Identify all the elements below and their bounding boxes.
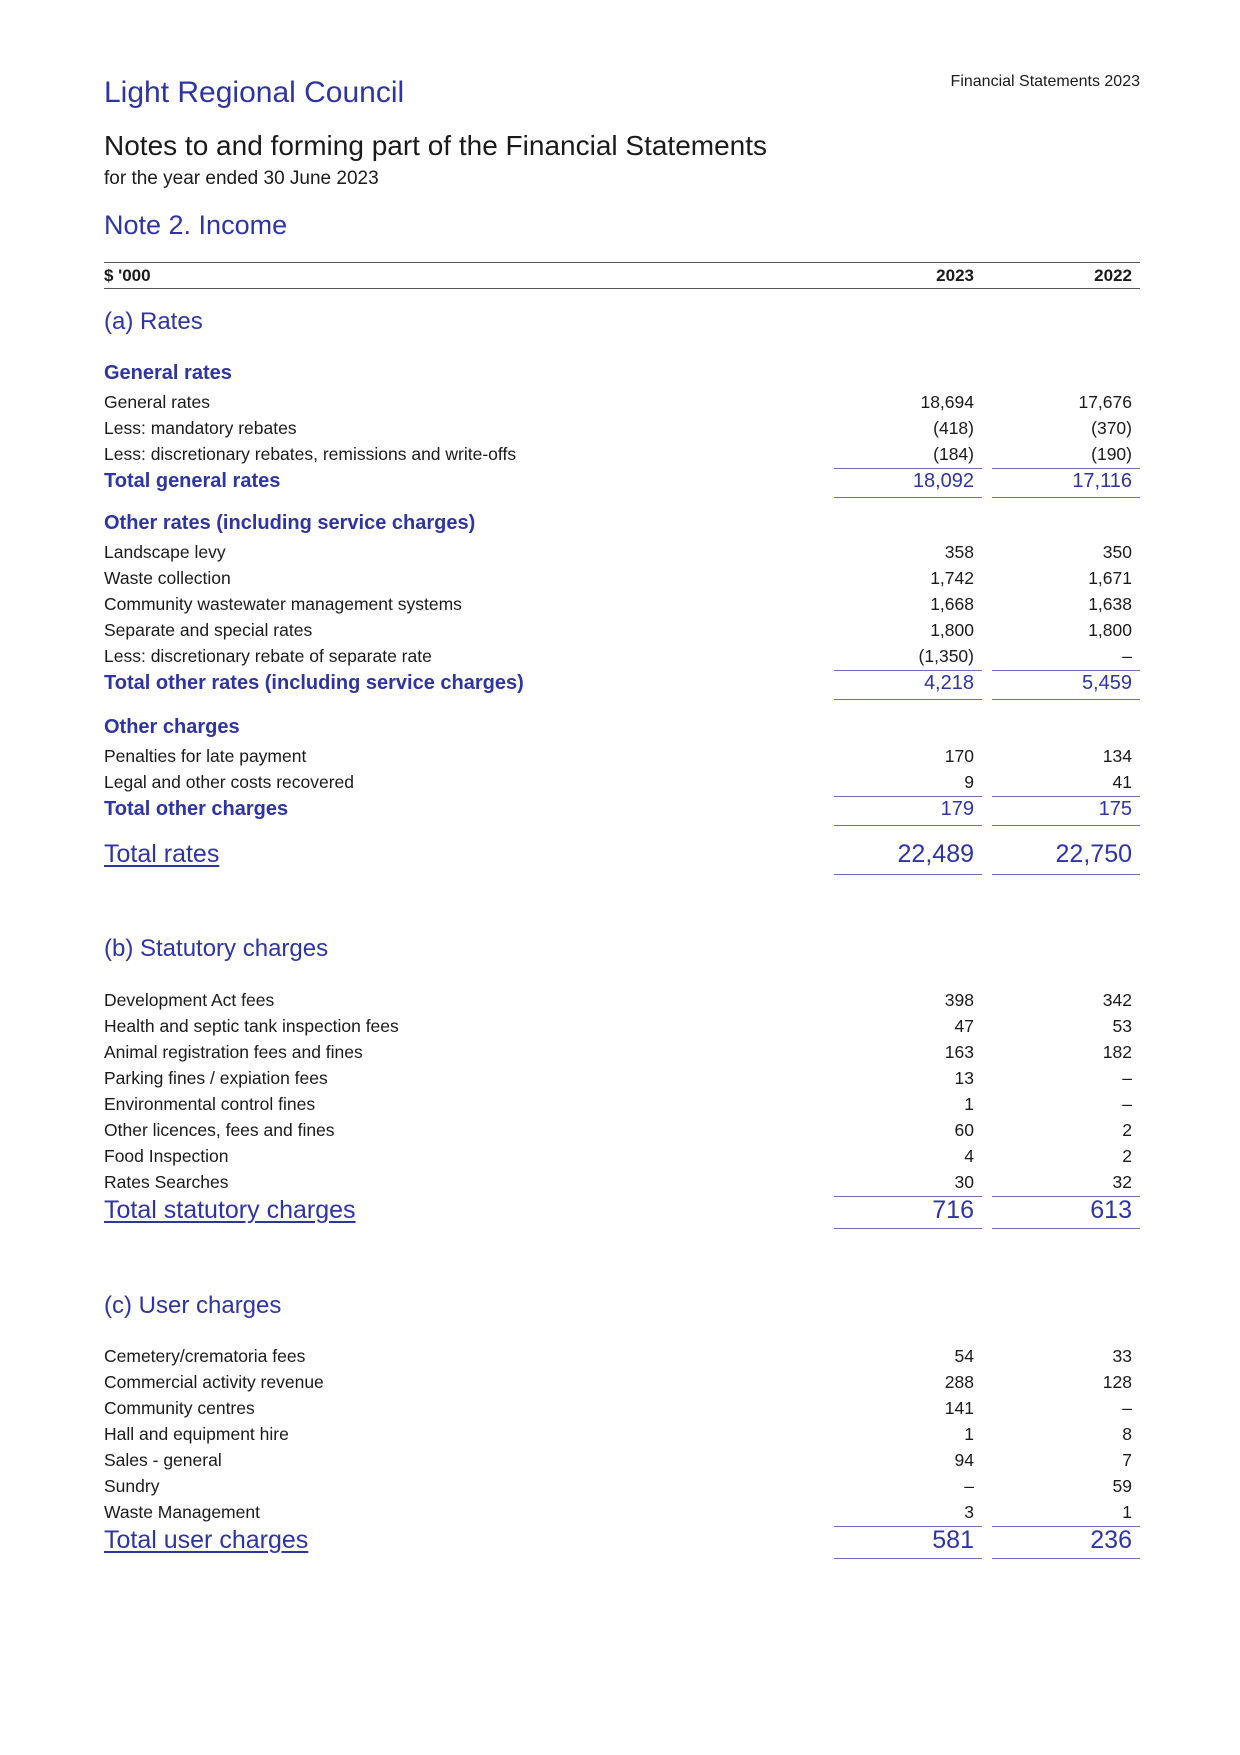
value-2022: – bbox=[1122, 1068, 1132, 1088]
table-row bbox=[104, 746, 1140, 770]
row-label: Development Act fees bbox=[104, 990, 275, 1010]
unit-label: $ '000 bbox=[104, 266, 151, 285]
value-2022: 2 bbox=[1122, 1146, 1132, 1166]
row-label: Sundry bbox=[104, 1476, 160, 1496]
value-2023: 141 bbox=[944, 1398, 974, 1418]
subtotal-rule bbox=[992, 796, 1140, 797]
total-rule bbox=[834, 699, 982, 700]
section-title-statutory: (b) Statutory charges bbox=[104, 935, 329, 962]
section-title-rates: (a) Rates bbox=[104, 308, 203, 335]
value-2023: 9 bbox=[964, 772, 974, 792]
grand-total-rule bbox=[992, 1558, 1140, 1559]
value-2022: (190) bbox=[1091, 444, 1132, 464]
value-2023: 54 bbox=[954, 1346, 974, 1366]
total-2023: 716 bbox=[932, 1196, 974, 1224]
row-label: Waste collection bbox=[104, 568, 231, 588]
value-2022: 182 bbox=[1102, 1042, 1132, 1062]
total-label: Total user charges bbox=[104, 1526, 309, 1554]
header-rule-top bbox=[104, 262, 1140, 263]
total-2022: 175 bbox=[1098, 798, 1132, 820]
subtotal-rule bbox=[834, 670, 982, 671]
value-2023: 13 bbox=[954, 1068, 974, 1088]
subtotal-rule bbox=[834, 796, 982, 797]
value-2022: 350 bbox=[1102, 542, 1132, 562]
row-label: Other licences, fees and fines bbox=[104, 1120, 335, 1140]
row-label: Less: discretionary rebate of separate rate bbox=[104, 646, 432, 666]
value-2023: 30 bbox=[954, 1172, 974, 1192]
value-2022: 1,800 bbox=[1088, 620, 1132, 640]
subtotal-rule bbox=[834, 468, 982, 469]
row-label: Food Inspection bbox=[104, 1146, 229, 1166]
total-rule bbox=[992, 497, 1140, 498]
total-2023: 18,092 bbox=[912, 470, 974, 492]
table-row bbox=[104, 392, 1140, 416]
row-label: Less: discretionary rebates, remissions and write-offs bbox=[104, 444, 517, 464]
total-row-other-charges bbox=[104, 798, 1140, 822]
value-2023: 398 bbox=[944, 990, 974, 1010]
table-row bbox=[104, 1502, 1140, 1526]
total-2022: 5,459 bbox=[1081, 672, 1132, 694]
value-2023: 1 bbox=[964, 1094, 974, 1114]
value-2022: 59 bbox=[1112, 1476, 1132, 1496]
table-row bbox=[104, 1172, 1140, 1196]
value-2022: 53 bbox=[1112, 1016, 1132, 1036]
total-label: Total other charges bbox=[104, 798, 289, 820]
row-label: Sales - general bbox=[104, 1450, 222, 1470]
row-label: Environmental control fines bbox=[104, 1094, 316, 1114]
total-row-other-rates bbox=[104, 672, 1140, 696]
value-2022: 1 bbox=[1122, 1502, 1132, 1522]
row-label: Commercial activity revenue bbox=[104, 1372, 324, 1392]
table-row bbox=[104, 1146, 1140, 1170]
table-row bbox=[104, 444, 1140, 468]
table-row bbox=[104, 568, 1140, 592]
value-2023: 358 bbox=[944, 542, 974, 562]
row-label: Less: mandatory rebates bbox=[104, 418, 297, 438]
page-subtitle: for the year ended 30 June 2023 bbox=[104, 168, 379, 189]
subtotal-rule bbox=[992, 670, 1140, 671]
total-rule bbox=[992, 825, 1140, 826]
group-heading-other-charges: Other charges bbox=[104, 716, 240, 738]
table-row bbox=[104, 990, 1140, 1014]
grand-total-rule bbox=[834, 874, 982, 875]
table-row bbox=[104, 1094, 1140, 1118]
value-2023: 1 bbox=[964, 1424, 974, 1444]
note-title: Note 2. Income bbox=[104, 210, 288, 240]
table-row bbox=[104, 1476, 1140, 1500]
table-row bbox=[104, 542, 1140, 566]
value-2023: 3 bbox=[964, 1502, 974, 1522]
row-label: Legal and other costs recovered bbox=[104, 772, 355, 792]
value-2022: 41 bbox=[1112, 772, 1132, 792]
value-2022: 32 bbox=[1112, 1172, 1132, 1192]
row-label: Penalties for late payment bbox=[104, 746, 307, 766]
row-label: Community wastewater management systems bbox=[104, 594, 462, 614]
total-2023: 581 bbox=[932, 1526, 974, 1554]
table-row bbox=[104, 772, 1140, 796]
table-row bbox=[104, 1042, 1140, 1066]
table-row bbox=[104, 1424, 1140, 1448]
total-label: Total general rates bbox=[104, 470, 281, 492]
total-2023: 179 bbox=[940, 798, 974, 820]
value-2022: 1,638 bbox=[1088, 594, 1132, 614]
value-2023: 170 bbox=[944, 746, 974, 766]
value-2022: 2 bbox=[1122, 1120, 1132, 1140]
value-2022: 33 bbox=[1112, 1346, 1132, 1366]
total-label: Total other rates (including service charges) bbox=[104, 672, 524, 694]
table-row bbox=[104, 418, 1140, 442]
row-label: Community centres bbox=[104, 1398, 255, 1418]
statement-label: Financial Statements 2023 bbox=[950, 73, 1140, 90]
total-rule bbox=[992, 699, 1140, 700]
table-row bbox=[104, 1068, 1140, 1092]
total-row-rates bbox=[104, 840, 1140, 872]
grand-total-rule bbox=[992, 1228, 1140, 1229]
value-2023: 1,742 bbox=[930, 568, 974, 588]
total-row-statutory bbox=[104, 1196, 1140, 1228]
value-2023: (184) bbox=[933, 444, 974, 464]
total-2022: 17,116 bbox=[1072, 470, 1132, 492]
row-label: Hall and equipment hire bbox=[104, 1424, 289, 1444]
total-2022: 22,750 bbox=[1055, 840, 1132, 868]
value-2022: – bbox=[1122, 1094, 1132, 1114]
row-label: Parking fines / expiation fees bbox=[104, 1068, 328, 1088]
table-row bbox=[104, 1346, 1140, 1370]
year-2023-header: 2023 bbox=[936, 266, 974, 285]
value-2022: 342 bbox=[1102, 990, 1132, 1010]
total-row-general-rates bbox=[104, 470, 1140, 494]
value-2023: 163 bbox=[944, 1042, 974, 1062]
total-row-user bbox=[104, 1526, 1140, 1558]
row-label: Health and septic tank inspection fees bbox=[104, 1016, 399, 1036]
total-label: Total rates bbox=[104, 840, 220, 868]
total-rule bbox=[834, 497, 982, 498]
row-label: Cemetery/crematoria fees bbox=[104, 1346, 306, 1366]
value-2023: 47 bbox=[954, 1016, 974, 1036]
value-2022: 1,671 bbox=[1088, 568, 1132, 588]
grand-total-rule bbox=[992, 874, 1140, 875]
row-label: Rates Searches bbox=[104, 1172, 229, 1192]
total-2022: 236 bbox=[1090, 1526, 1132, 1554]
council-name: Light Regional Council bbox=[104, 76, 405, 109]
value-2023: 4 bbox=[964, 1146, 974, 1166]
table-row bbox=[104, 646, 1140, 670]
page-title: Notes to and forming part of the Financial Statements bbox=[104, 130, 768, 161]
subtotal-rule bbox=[992, 468, 1140, 469]
table-row bbox=[104, 1372, 1140, 1396]
total-2023: 4,218 bbox=[923, 672, 974, 694]
grand-total-rule bbox=[834, 1558, 982, 1559]
table-row bbox=[104, 594, 1140, 618]
value-2023: 1,800 bbox=[930, 620, 974, 640]
section-title-user: (c) User charges bbox=[104, 1292, 282, 1319]
table-row bbox=[104, 620, 1140, 644]
grand-total-rule bbox=[834, 1228, 982, 1229]
value-2023: (1,350) bbox=[918, 646, 974, 666]
row-label: Animal registration fees and fines bbox=[104, 1042, 363, 1062]
value-2022: 7 bbox=[1122, 1450, 1132, 1470]
total-2022: 613 bbox=[1090, 1196, 1132, 1224]
value-2022: (370) bbox=[1091, 418, 1132, 438]
year-2022-header: 2022 bbox=[1094, 266, 1132, 285]
table-row bbox=[104, 1120, 1140, 1144]
table-row bbox=[104, 1016, 1140, 1040]
header-rule-bottom bbox=[104, 288, 1140, 289]
value-2023: (418) bbox=[933, 418, 974, 438]
value-2022: 8 bbox=[1122, 1424, 1132, 1444]
value-2023: 60 bbox=[954, 1120, 974, 1140]
group-heading-general-rates: General rates bbox=[104, 362, 232, 384]
value-2022: 134 bbox=[1102, 746, 1132, 766]
total-2023: 22,489 bbox=[897, 840, 974, 868]
value-2023: 94 bbox=[954, 1450, 974, 1470]
row-label: General rates bbox=[104, 392, 211, 412]
row-label: Separate and special rates bbox=[104, 620, 313, 640]
value-2023: – bbox=[964, 1476, 974, 1496]
total-rule bbox=[834, 825, 982, 826]
value-2023: 288 bbox=[944, 1372, 974, 1392]
total-label: Total statutory charges bbox=[104, 1196, 356, 1224]
value-2022: 17,676 bbox=[1078, 392, 1132, 412]
value-2023: 18,694 bbox=[920, 392, 974, 412]
value-2022: 128 bbox=[1102, 1372, 1132, 1392]
row-label: Waste Management bbox=[104, 1502, 260, 1522]
value-2023: 1,668 bbox=[930, 594, 974, 614]
value-2022: – bbox=[1122, 646, 1132, 666]
table-row bbox=[104, 1398, 1140, 1422]
group-heading-other-rates: Other rates (including service charges) bbox=[104, 512, 476, 534]
value-2022: – bbox=[1122, 1398, 1132, 1418]
row-label: Landscape levy bbox=[104, 542, 226, 562]
table-row bbox=[104, 1450, 1140, 1474]
